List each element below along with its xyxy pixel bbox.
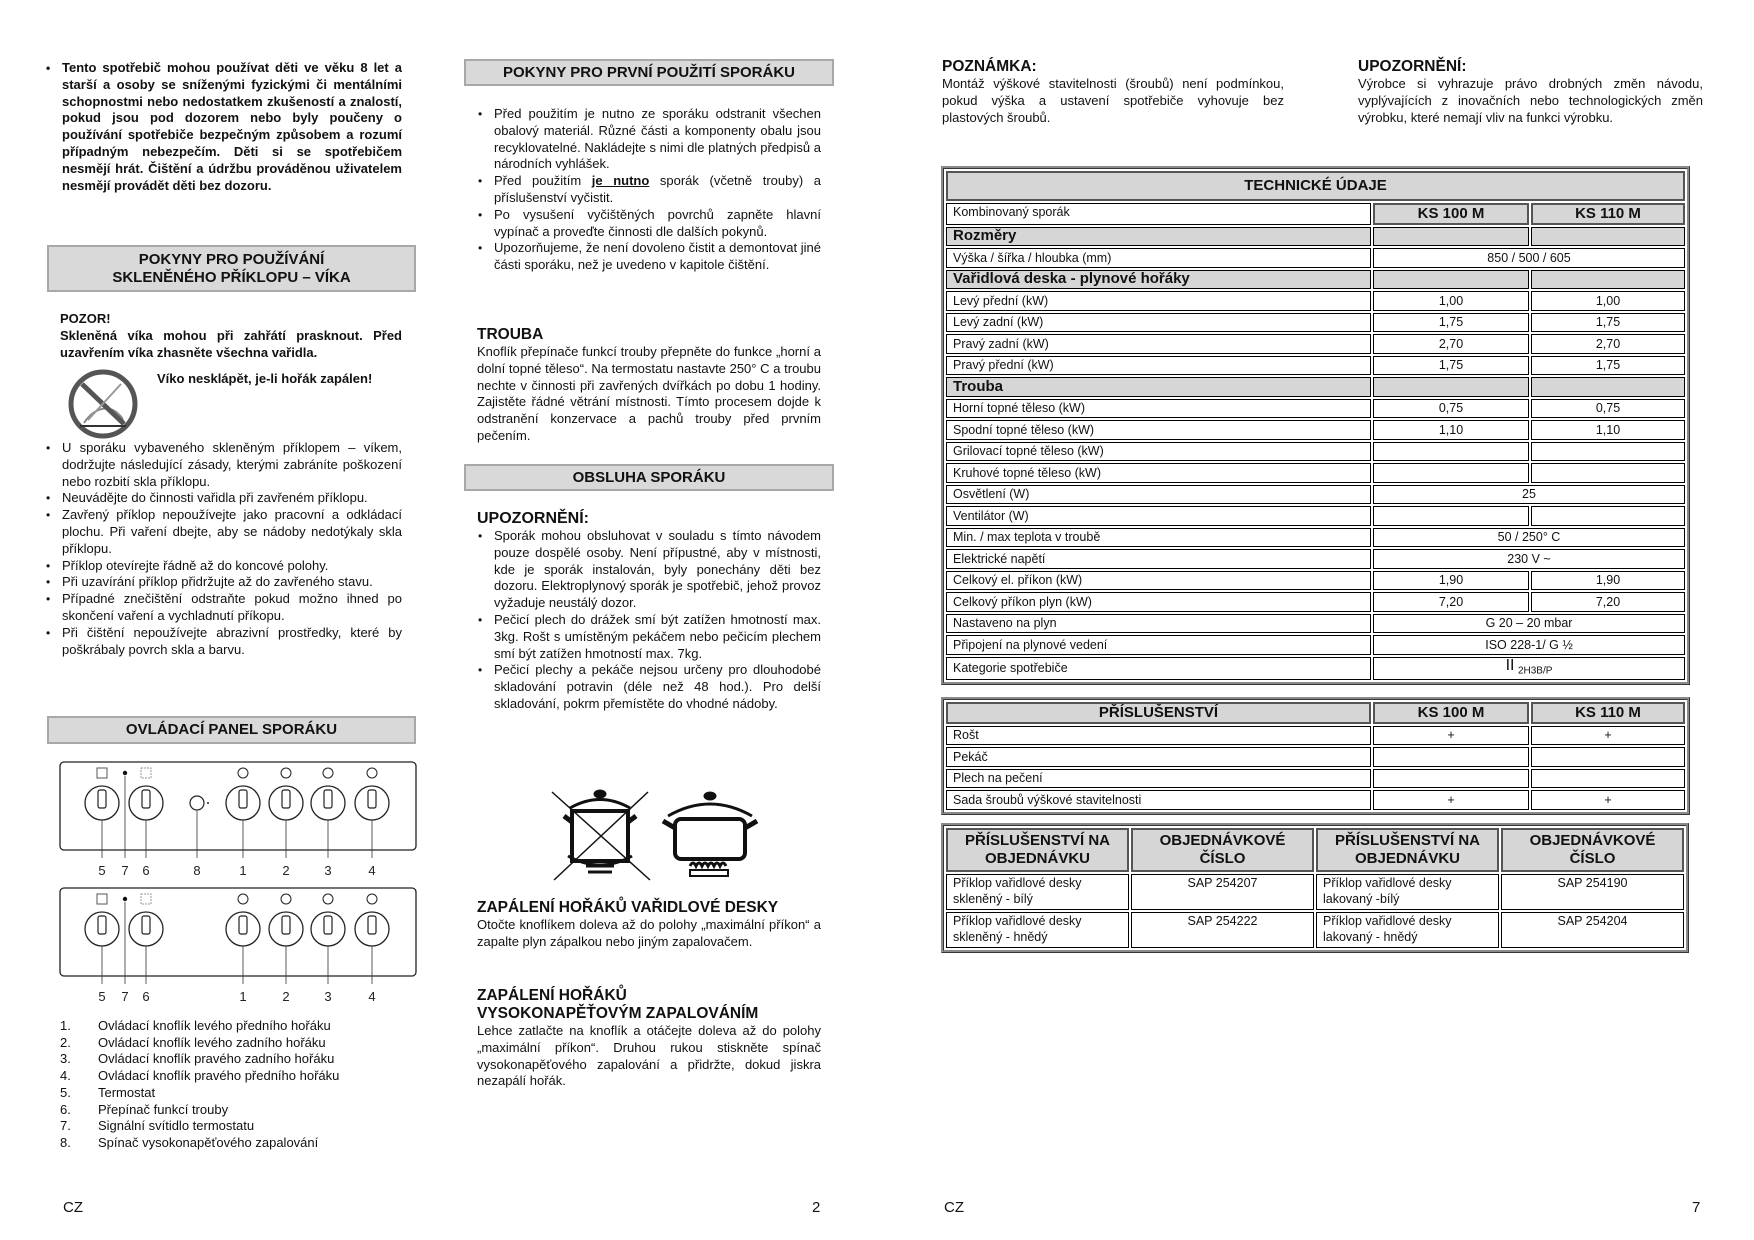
text-part: Před použitím — [494, 173, 592, 189]
row-label: Pravý přední (kW) — [946, 356, 1371, 376]
list-item: • Neuvádějte do činnosti vařidla při zavřeném příklopu. — [62, 490, 402, 507]
order-number: SAP 254207 — [1131, 874, 1314, 910]
merged-value-cell — [1373, 635, 1685, 655]
row-label: Ventilátor (W) — [946, 506, 1371, 526]
empty-cell — [1373, 270, 1529, 290]
value-cell: 1,00 — [1373, 291, 1529, 311]
section-heading-first-use — [464, 59, 834, 86]
value: G 20 – 20 mbar — [1485, 616, 1573, 631]
wrong-pot-icon — [552, 790, 650, 880]
value-cell: 1,75 — [1531, 313, 1685, 333]
knob-grip — [282, 916, 290, 934]
callout-number: 8 — [193, 863, 201, 878]
value-cell: 1,10 — [1373, 420, 1529, 440]
accessory-name: Příklop vařidlové desky lakovaný - hnědý — [1316, 912, 1499, 948]
section-label: Rozměry — [946, 227, 1371, 247]
note-section — [942, 58, 1284, 126]
empty-cell — [1531, 227, 1685, 247]
table-row — [946, 912, 1684, 948]
table-row — [946, 747, 1685, 767]
ignition-button-icon — [190, 796, 204, 810]
burner-ignition-section — [477, 899, 821, 951]
section-heading-control-panel — [47, 716, 416, 744]
burner-symbol-icon — [323, 894, 333, 904]
burner-symbol-icon — [281, 768, 291, 778]
value-cell: 2,70 — [1373, 334, 1529, 354]
order-header: OBJEDNÁVKOVÉ ČÍSLO — [1501, 828, 1684, 872]
knob-grip — [98, 916, 106, 934]
control-knob-icon — [226, 912, 260, 946]
legend-number: 4. — [60, 1068, 71, 1084]
list-item — [494, 173, 821, 207]
knob-grip — [239, 916, 247, 934]
burner-symbol-icon — [323, 768, 333, 778]
row-label: Levý zadní (kW) — [946, 313, 1371, 333]
callout-number: 6 — [142, 989, 150, 1004]
control-knob-icon — [129, 786, 163, 820]
accessory-name: Příklop vařidlové desky skleněný - hnědý — [946, 912, 1129, 948]
control-knob-icon — [311, 912, 345, 946]
model-header: KS 100 M — [1373, 702, 1529, 724]
row-label: Kategorie spotřebiče — [946, 657, 1371, 681]
row-label: Horní topné těleso (kW) — [946, 399, 1371, 419]
row-label: Pravý zadní (kW) — [946, 334, 1371, 354]
merged-value-cell — [1373, 549, 1685, 569]
first-use-instructions — [477, 106, 821, 274]
burner-symbol-icon — [238, 768, 248, 778]
appliance-type-cell: Kombinovaný sporák — [946, 203, 1371, 225]
warning-title: UPOZORNĚNÍ: — [1358, 58, 1467, 75]
knob-grip — [142, 790, 150, 808]
table-row — [946, 442, 1685, 462]
table-row — [946, 420, 1685, 440]
control-knob-icon — [355, 786, 389, 820]
legend-text: Ovládací knoflík levého předního hořáku — [98, 1018, 331, 1033]
legend-number: 5. — [60, 1084, 71, 1100]
table-row — [946, 769, 1685, 789]
row-label: Levý přední (kW) — [946, 291, 1371, 311]
legend-text: Přepínač funkcí trouby — [98, 1101, 229, 1117]
ignition-text: Otočte knoflíkem doleva až do polohy „maximální příkon“ a zapalte plyn zápalkou nebo jiným zapalovačem. — [477, 917, 821, 949]
row-label: Nastaveno na plyn — [946, 614, 1371, 634]
oven-title: TROUBA — [477, 326, 544, 343]
order-header: PŘÍSLUŠENSTVÍ NA OBJEDNÁVKU — [946, 828, 1129, 872]
glass-warning — [60, 311, 402, 361]
table-header-row — [946, 828, 1684, 872]
emphasis-text: je nutno — [591, 173, 650, 189]
order-header: OBJEDNÁVKOVÉ ČÍSLO — [1131, 828, 1314, 872]
row-label: Výška / šířka / hloubka (mm) — [946, 248, 1371, 268]
oven-function-symbol-icon — [141, 768, 151, 778]
merged-value-cell — [1373, 528, 1685, 548]
legend-item — [60, 1085, 420, 1102]
list-item: • Pečicí plechy a pekáče nejsou určeny pro dlouhodobé skladování potravin (déle než 48 hod.). Pro delší skladování, pokrm přemístěte do vhodné nádoby. — [494, 662, 821, 712]
value-cell: 1,90 — [1373, 571, 1529, 591]
empty-cell — [1531, 270, 1685, 290]
table-row — [946, 592, 1685, 612]
control-panel-diagram — [40, 755, 430, 1005]
row-label: Pekáč — [946, 747, 1371, 767]
oven-function-symbol-icon — [141, 894, 151, 904]
control-legend — [60, 1018, 420, 1152]
merged-value-cell — [1373, 614, 1685, 634]
control-knob-icon — [269, 912, 303, 946]
control-knob-icon — [355, 912, 389, 946]
value: 25 — [1522, 487, 1536, 502]
value-cell — [1373, 442, 1529, 462]
table-header-row — [946, 203, 1685, 225]
legend-number: 8. — [60, 1134, 71, 1150]
knob-grip — [142, 916, 150, 934]
value-cell — [1373, 769, 1529, 789]
merged-value-cell — [1373, 248, 1685, 268]
row-label: Kruhové topné těleso (kW) — [946, 463, 1371, 483]
table-title-row — [946, 171, 1685, 201]
title-line: ZAPÁLENÍ HOŘÁKŮ — [477, 987, 627, 1004]
note-title: POZNÁMKA: — [942, 58, 1037, 75]
row-label: Min. / max teplota v troubě — [946, 528, 1371, 548]
warning-text: Skleněná víka mohou při zahřátí prasknout. Před uzavřením víka zhasněte všechna vařidla. — [60, 327, 402, 360]
value-subscript: 2H3B/P — [1517, 665, 1553, 676]
knob-grip — [98, 790, 106, 808]
footer-language: CZ — [944, 1199, 964, 1216]
text-part: sporák (včetně trouby) a příslušenství vyčistit. — [494, 173, 821, 205]
legend-item — [60, 1135, 420, 1152]
table-title: TECHNICKÉ ÚDAJE — [946, 171, 1685, 201]
value-cell: + — [1531, 726, 1685, 746]
table-row — [946, 790, 1685, 810]
accessory-name: Příklop vařidlové desky skleněný - bílý — [946, 874, 1129, 910]
table-header-row — [946, 702, 1685, 724]
legend-text: Signální svítidlo termostatu — [98, 1118, 255, 1134]
value-cell — [1531, 463, 1685, 483]
callout-number: 1 — [239, 863, 247, 878]
section-heading-glass-lid — [47, 245, 416, 292]
table-row — [946, 635, 1685, 655]
legend-text: Ovládací knoflík pravého zadního hořáku — [98, 1051, 335, 1067]
section-heading-operation — [464, 464, 834, 491]
table-row — [946, 506, 1685, 526]
knob-grip — [239, 790, 247, 808]
oven-section — [477, 326, 821, 445]
table-row — [946, 485, 1685, 505]
table-row — [946, 248, 1685, 268]
value-cell: 1,00 — [1531, 291, 1685, 311]
order-number: SAP 254190 — [1501, 874, 1684, 910]
empty-cell — [1531, 377, 1685, 397]
legend-text: Ovládací knoflík levého zadního hořáku — [98, 1034, 326, 1050]
knob-grip — [282, 790, 290, 808]
page-number: 2 — [812, 1199, 821, 1216]
section-row — [946, 270, 1685, 290]
row-label: Grilovací topné těleso (kW) — [946, 442, 1371, 462]
model-header: KS 110 M — [1531, 702, 1685, 724]
legend-item — [60, 1035, 420, 1052]
accessory-name: Příklop vařidlové desky lakovaný -bílý — [1316, 874, 1499, 910]
model-header: KS 110 M — [1531, 203, 1685, 225]
value-cell: + — [1531, 790, 1685, 810]
list-item: • Upozorňujeme, že není dovoleno čistit a demontovat jiné části sporáku, než je uvedeno v kapitole čištění. — [494, 240, 821, 274]
list-item: • Po vysušení vyčištěných povrchů zapněte hlavní vypínač a proveďte činnosti dle dalších pokynů. — [494, 207, 821, 241]
control-knob-icon — [129, 912, 163, 946]
value-cell: 2,70 — [1531, 334, 1685, 354]
knob-grip — [368, 790, 376, 808]
legend-item — [60, 1018, 420, 1035]
row-label: Osvětlení (W) — [946, 485, 1371, 505]
title-line: VYSOKONAPĚŤOVÝM ZAPALOVÁNÍM — [477, 1005, 759, 1022]
value-cell: + — [1373, 726, 1529, 746]
burner-symbol-icon — [367, 768, 377, 778]
empty-cell — [1373, 377, 1529, 397]
value-cell — [1531, 442, 1685, 462]
burner-symbol-icon — [238, 894, 248, 904]
hv-ignition-title — [477, 987, 821, 1023]
control-knob-icon — [311, 786, 345, 820]
signal-light-icon — [123, 771, 127, 775]
intro-warning — [45, 60, 402, 194]
value-cell: 7,20 — [1531, 592, 1685, 612]
callout-number: 7 — [121, 989, 129, 1004]
value-cell: 0,75 — [1373, 399, 1529, 419]
list-item: • Tento spotřebič mohou používat děti ve věku 8 let a starší a osoby se sníženými fyzickými či mentálními schopnostmi nebo nedostatkem zkušeností a znalostí, pokud jsou pod dozorem nebo byly poučeny o používání spotřebiče bezpečným způsobem a rozumí případným nebezpečím. Děti si se spotřebičem nesmějí hrát. Čištění a údržbu prováděnou uživatelem nesmějí provádět děti bez dozoru. — [62, 60, 402, 194]
heading-text: OBSLUHA SPORÁKU — [572, 468, 726, 486]
callout-number: 4 — [368, 863, 376, 878]
heading-line: POKYNY PRO POUŽÍVÁNÍ — [138, 250, 325, 268]
legend-item — [60, 1068, 420, 1085]
note-text: Montáž výškové stavitelnosti (šroubů) není podmínkou, pokud výška a ustavení spotřebiče vyhovuje bez plastových šroubů. — [942, 76, 1284, 125]
signal-light-icon — [123, 897, 127, 901]
burner-symbol-icon — [281, 894, 291, 904]
section-label: Vařidlová deska - plynové hořáky — [946, 270, 1371, 290]
table-row — [946, 291, 1685, 311]
correct-pot-icon — [663, 792, 757, 876]
merged-value-cell — [1373, 485, 1685, 505]
row-label: Celkový el. příkon (kW) — [946, 571, 1371, 591]
list-item: • Zavřený příklop nepoužívejte jako pracovní a odkládací plochu. Při vaření dbejte, aby se nádoby nedotýkaly skla příklopu. — [62, 507, 402, 557]
empty-cell — [1373, 227, 1529, 247]
control-knob-icon — [226, 786, 260, 820]
section-label: Trouba — [946, 377, 1371, 397]
list-item: • Případné znečištění odstraňte pokud možno ihned po skončení vaření a vychladnutí příkopu. — [62, 591, 402, 625]
value-cell — [1373, 463, 1529, 483]
order-accessories-table — [941, 823, 1689, 953]
knob-grip — [368, 916, 376, 934]
value: ISO 228-1/ G ½ — [1485, 637, 1573, 652]
value-cell: 1,10 — [1531, 420, 1685, 440]
row-label: Celkový příkon plyn (kW) — [946, 592, 1371, 612]
callout-number: 1 — [239, 989, 247, 1004]
value-cell: 1,75 — [1531, 356, 1685, 376]
value-cell — [1531, 506, 1685, 526]
row-label: Sada šroubů výškové stavitelnosti — [946, 790, 1371, 810]
list-item: • Při čištění nepoužívejte abrazivní prostředky, které by poškrábaly povrch skla a barvu. — [62, 625, 402, 659]
list-item: • Před použitím je nutno ze sporáku odstranit všechen obalový materiál. Různé části a komponenty obalu jsou recyklovatelné. Nakládejte s nimi dle platných předpisů a národních vyhlášek. — [494, 106, 821, 173]
no-closing-lid-icon — [66, 368, 140, 440]
value-cell — [1531, 747, 1685, 767]
icon-caption: Víko nesklápět, je-li hořák zapálen! — [157, 371, 373, 386]
accessories-header: PŘÍSLUŠENSTVÍ — [946, 702, 1371, 724]
legend-number: 3. — [60, 1051, 71, 1067]
list-item: • Příklop otevírejte řádně až do koncové polohy. — [62, 558, 402, 575]
table-row — [946, 463, 1685, 483]
value-cell: 1,75 — [1373, 356, 1529, 376]
legend-item — [60, 1051, 420, 1068]
list-item: • Sporák mohou obsluhovat v souladu s tímto návodem pouze dospělé osoby. Není přípustné, aby v místnosti, kde je sporák instalován, byly ponechány děti bez dozoru. Elektroplynový sporák je spotřebič, jehož provoz vyžaduje neustálý dozor. — [494, 528, 821, 612]
accessories-table — [941, 697, 1690, 815]
warning-title: UPOZORNĚNÍ: — [477, 510, 589, 527]
merged-value-cell — [1373, 657, 1685, 681]
ignition-title: ZAPÁLENÍ HOŘÁKŮ VAŘIDLOVÉ DESKY — [477, 899, 779, 916]
list-item: • Pečicí plech do drážek smí být zatížen hmotností max. 3kg. Rošt s umístěným pekáčem nebo pečicím plechem smí být zatížen hmotností max. 7kg. — [494, 612, 821, 662]
order-number: SAP 254222 — [1131, 912, 1314, 948]
value-cell — [1373, 506, 1529, 526]
row-label: Rošt — [946, 726, 1371, 746]
callout-number: 4 — [368, 989, 376, 1004]
legend-number: 7. — [60, 1118, 71, 1134]
table-row — [946, 549, 1685, 569]
value: 50 / 250° C — [1497, 530, 1561, 545]
legend-text: Spínač vysokonapěťového zapalování — [98, 1134, 319, 1150]
control-knob-icon — [85, 786, 119, 820]
order-header: PŘÍSLUŠENSTVÍ NA OBJEDNÁVKU — [1316, 828, 1499, 872]
callout-number: 3 — [324, 989, 332, 1004]
value-cell: + — [1373, 790, 1529, 810]
hv-ignition-section — [477, 987, 821, 1090]
table-row — [946, 334, 1685, 354]
page-number: 7 — [1692, 1199, 1701, 1216]
control-knob-icon — [85, 912, 119, 946]
burner-symbol-icon — [367, 894, 377, 904]
oven-text: Knoflík přepínače funkcí trouby přepněte do funkce „horní a dolní topné těleso“. Na termostatu nastavte 250° C a troubu nechte v činnosti při zavřených dvířkách po dobu 1 hodiny. Zajistěte řádné větrání místnosti. Tímto procesem dojde k odstranění konzervace a pachů trouby před prvním pečením. — [477, 344, 821, 443]
heading-text: OVLÁDACÍ PANEL SPORÁKU — [125, 721, 338, 738]
glass-lid-rules — [45, 440, 402, 658]
hv-ignition-text: Lehce zatlačte na knoflík a otáčejte doleva až do polohy „maximální příkon“. Druhou rukou stiskněte spínač vysokonapěťového zapalování a přidržte, dokud jiskra nezapálí hořák. — [477, 1023, 821, 1089]
value-cell — [1531, 769, 1685, 789]
legend-item — [60, 1118, 420, 1135]
spark-dot — [207, 802, 209, 804]
section-row — [946, 227, 1685, 247]
value-cell — [1373, 747, 1529, 767]
value: 850 / 500 / 605 — [1487, 250, 1571, 265]
table-row — [946, 399, 1685, 419]
legend-number: 1. — [60, 1018, 71, 1033]
row-label: Spodní topné těleso (kW) — [946, 420, 1371, 440]
row-label: Elektrické napětí — [946, 549, 1371, 569]
control-knob-icon — [269, 786, 303, 820]
callout-number: 5 — [98, 989, 106, 1004]
table-row — [946, 726, 1685, 746]
callout-number: 7 — [121, 863, 129, 878]
list-item: • Při uzavírání příklop přidržujte až do zavřeného stavu. — [62, 574, 402, 591]
table-row — [946, 528, 1685, 548]
list-item: • U sporáku vybaveného skleněným příklopem – víkem, dodržujte následující zásady, kterými zabráníte poškození nebo rozbití skla příklopu. — [62, 440, 402, 490]
callout-number: 3 — [324, 863, 332, 878]
order-number: SAP 254204 — [1501, 912, 1684, 948]
knob-grip — [324, 790, 332, 808]
legend-item — [60, 1102, 420, 1119]
callout-number: 2 — [282, 989, 290, 1004]
table-row — [946, 614, 1685, 634]
thermostat-symbol-icon — [97, 768, 107, 778]
legend-text: Termostat — [98, 1084, 156, 1100]
knob-grip — [324, 916, 332, 934]
thermostat-symbol-icon — [97, 894, 107, 904]
legend-number: 2. — [60, 1034, 71, 1050]
section-row — [946, 377, 1685, 397]
value: II — [1505, 656, 1515, 674]
warning-text: Výrobce si vyhrazuje právo drobných změn návodu, vyplývajících z inovačních nebo technologických změn výrobku, které nemají vliv na funkci výrobku. — [1358, 76, 1703, 125]
callout-number: 6 — [142, 863, 150, 878]
heading-text: POKYNY PRO PRVNÍ POUŽITÍ SPORÁKU — [503, 63, 795, 81]
heading-line: SKLENĚNÉHO PŘÍKLOPU – VÍKA — [112, 268, 351, 286]
operation-section — [477, 510, 821, 713]
technical-data-table — [941, 166, 1690, 685]
legend-number: 6. — [60, 1101, 71, 1117]
table-row — [946, 571, 1685, 591]
row-label: Připojení na plynové vedení — [946, 635, 1371, 655]
model-header: KS 100 M — [1373, 203, 1529, 225]
callout-number: 2 — [282, 863, 290, 878]
value-cell: 7,20 — [1373, 592, 1529, 612]
value-cell: 0,75 — [1531, 399, 1685, 419]
row-label: Plech na pečení — [946, 769, 1371, 789]
table-row — [946, 313, 1685, 333]
footer-language: CZ — [63, 1199, 83, 1216]
table-row — [946, 356, 1685, 376]
manufacturer-warning — [1358, 58, 1703, 126]
value: 230 V ~ — [1507, 551, 1551, 566]
callout-number: 5 — [98, 863, 106, 878]
warning-title: POZOR! — [60, 311, 111, 326]
value-cell: 1,90 — [1531, 571, 1685, 591]
value-cell: 1,75 — [1373, 313, 1529, 333]
cookware-size-diagram — [550, 786, 765, 886]
legend-text: Ovládací knoflík pravého předního hořáku — [98, 1068, 340, 1084]
table-row — [946, 657, 1685, 681]
table-row — [946, 874, 1684, 910]
